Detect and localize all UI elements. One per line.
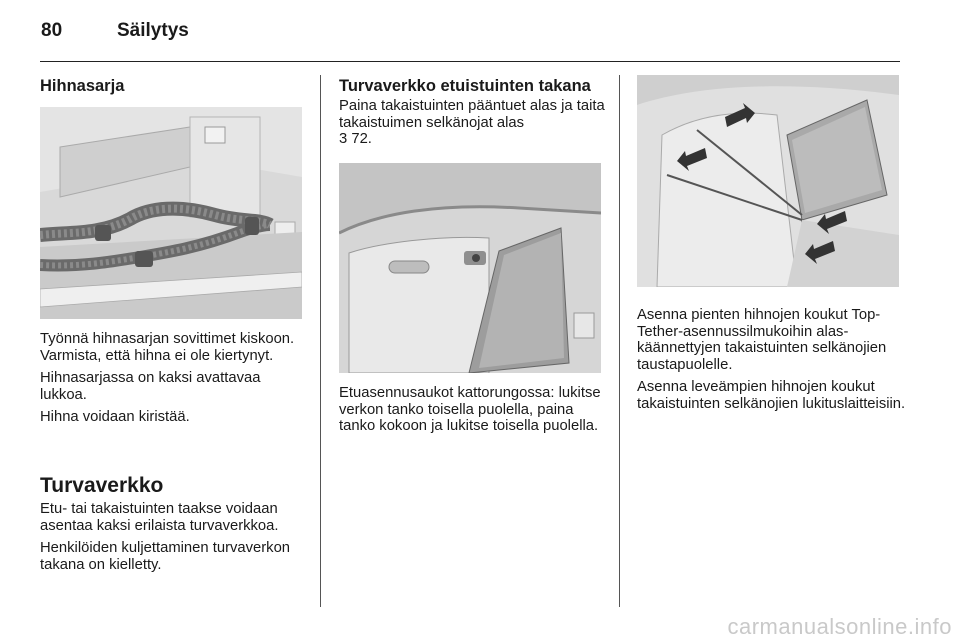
net-install-figure bbox=[637, 75, 899, 287]
paragraph: Hihna voidaan kiristää. bbox=[40, 409, 190, 426]
column-divider bbox=[320, 75, 321, 607]
column-divider bbox=[619, 75, 620, 607]
page-number: 80 bbox=[41, 20, 63, 41]
strap-kit-figure bbox=[40, 107, 302, 319]
paragraph: Asenna leveämpien hihnojen koukut takaistuinten selkänojien lukituslaitteisiin. bbox=[637, 379, 906, 412]
roof-frame-mount-figure bbox=[339, 163, 601, 373]
col3-text bbox=[637, 307, 907, 419]
paragraph: Paina takaistuinten pääntuet alas ja taita takaistuimen selkänojat alas bbox=[339, 98, 605, 131]
section-heading: Turvaverkko etuistuinten takana bbox=[339, 77, 591, 95]
page-reference: 3 72. bbox=[339, 131, 372, 148]
paragraph: Hihnasarjassa on kaksi avattavaa lukkoa. bbox=[40, 370, 261, 403]
paragraph: Henkilöiden kuljettaminen turvaverkon takana on kielletty. bbox=[40, 540, 291, 573]
col2-text bbox=[339, 385, 609, 441]
section-heading: Hihnasarja bbox=[40, 77, 125, 95]
watermark: carmanualsonline.info bbox=[727, 614, 952, 639]
col1-text bbox=[40, 331, 308, 432]
paragraph: Työnnä hihnasarjan sovittimet kiskoon. Varmista, että hihna ei ole kiertynyt. bbox=[40, 331, 295, 364]
header-rule bbox=[40, 61, 900, 62]
paragraph: Etu- tai takaistuinten taakse voidaan asentaa kaksi erilaista turvaverkkoa. bbox=[40, 501, 279, 534]
paragraph: Etuasennusaukot kattorungossa: lukitse verkon tanko toisella puolella, paina tanko kokoon ja lukitse toisella puolella. bbox=[339, 385, 601, 435]
col1-text-2 bbox=[40, 501, 308, 579]
col2-intro bbox=[339, 98, 609, 148]
paragraph: Asenna pienten hihnojen koukut Top-Tether-asennussilmukoihin alaskäännettyjen takaistuinten selkänojien taustapuolelle. bbox=[637, 307, 887, 373]
chapter-title: Säilytys bbox=[117, 20, 189, 41]
section-heading-large: Turvaverkko bbox=[40, 474, 164, 497]
